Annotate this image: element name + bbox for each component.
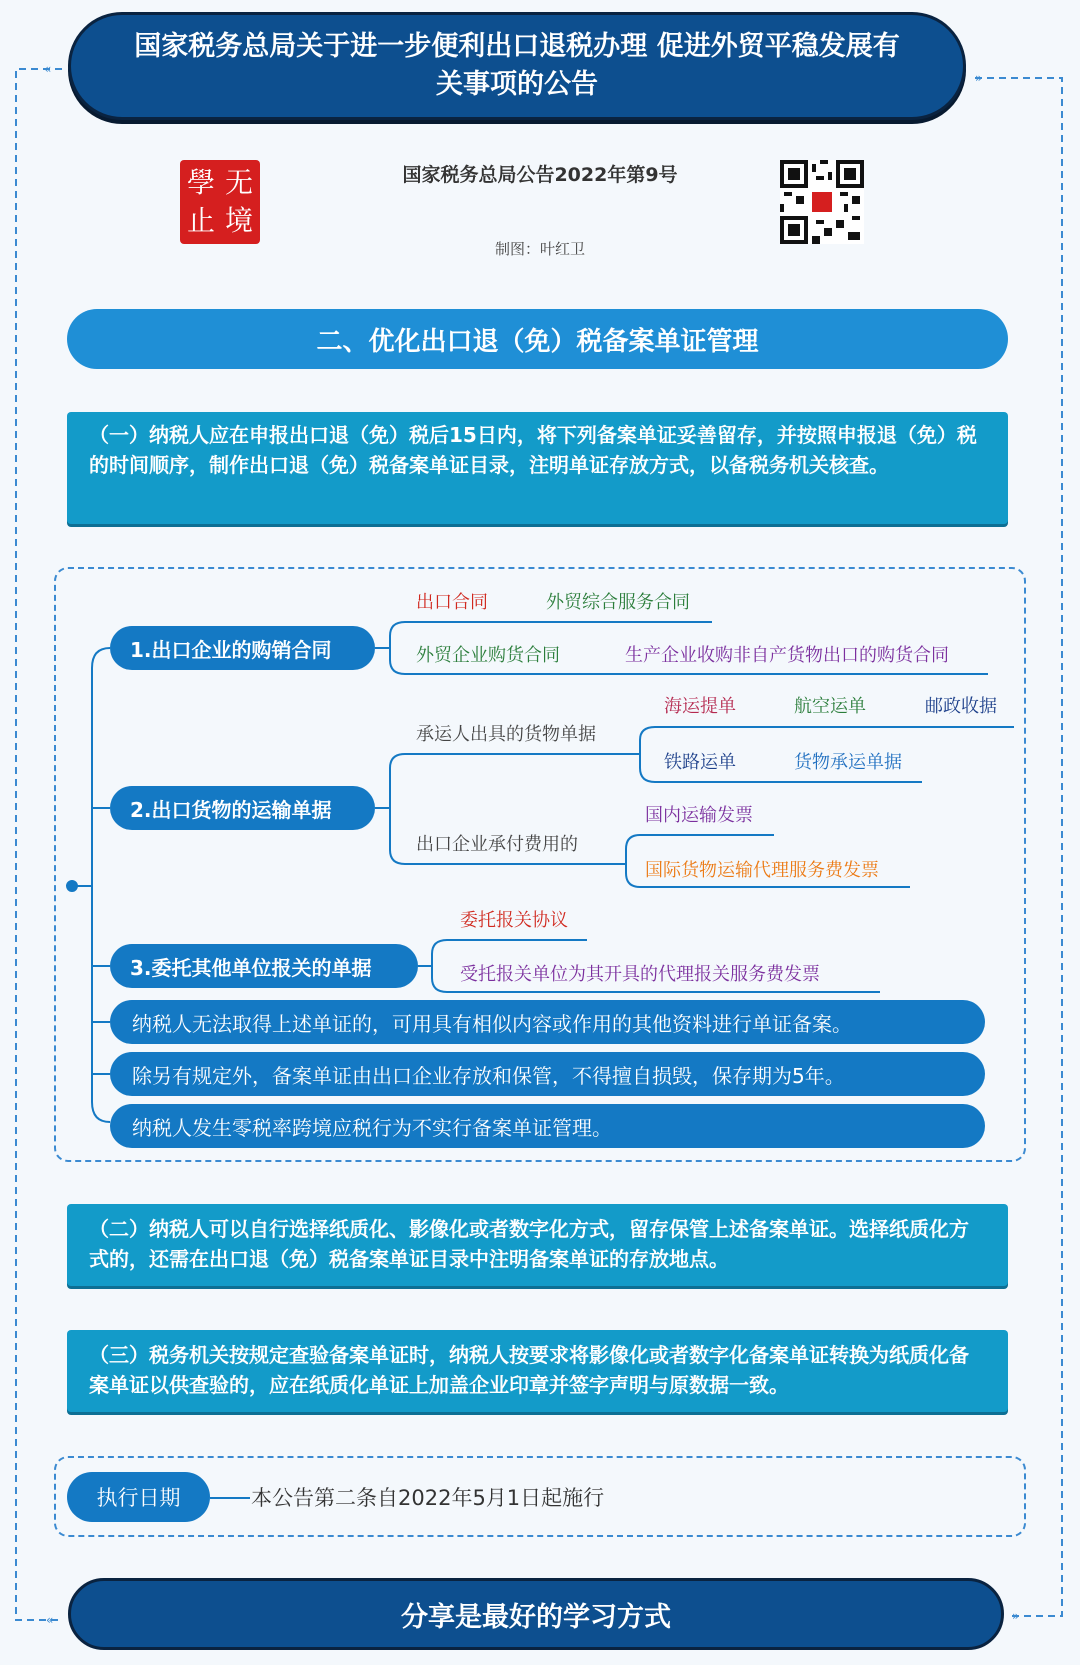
execution-date-label: 执行日期 <box>67 1472 210 1522</box>
leaf-postal-receipt: 邮政收据 <box>925 696 997 717</box>
leaf-bill-of-lading: 海运提单 <box>664 696 736 717</box>
leaf-railway-waybill: 铁路运单 <box>664 752 736 773</box>
leaf-air-waybill: 航空运单 <box>794 696 866 717</box>
svg-text:«: « <box>46 1613 54 1627</box>
leaf-producer-purchase-contract: 生产企业收购非自产货物出口的购货合同 <box>625 645 949 666</box>
note-retention-period: 除另有规定外，备案单证由出口企业存放和保管，不得擅自损毁，保存期为5年。 <box>110 1052 985 1096</box>
seal-char: 境 <box>224 204 253 237</box>
leaf-customs-service-invoice: 受托报关单位为其开具的代理报关服务费发票 <box>460 964 820 985</box>
note-alternative-documents: 纳税人无法取得上述单证的，可用具有相似内容或作用的其他资料进行单证备案。 <box>110 1000 985 1044</box>
svg-text:»: » <box>1012 1609 1020 1623</box>
leaf-purchase-contract: 外贸企业购货合同 <box>416 645 560 666</box>
execution-connector <box>210 1496 250 1500</box>
section-title: 二、优化出口退（免）税备案单证管理 <box>67 309 1008 369</box>
note-zero-rate-exemption: 纳税人发生零税率跨境应税行为不实行备案单证管理。 <box>110 1104 985 1148</box>
page-title: 国家税务总局关于进一步便利出口退税办理 促进外贸平稳发展有关事项的公告 <box>68 12 966 120</box>
leaf-domestic-transport-invoice: 国内运输发票 <box>645 805 753 826</box>
sub-carrier-documents: 承运人出具的货物单据 <box>416 724 596 745</box>
footer-banner: 分享是最好的学习方式 <box>68 1578 1004 1650</box>
leaf-freight-document: 货物承运单据 <box>794 752 902 773</box>
sub-exporter-paid-expenses: 出口企业承付费用的 <box>416 834 578 855</box>
seal-char: 學 <box>186 166 215 199</box>
branch-customs-documents: 3.委托其他单位报关的单据 <box>110 944 418 988</box>
svg-text:«: « <box>44 62 52 76</box>
announcement-number: 国家税务总局公告2022年第9号 <box>402 164 678 186</box>
leaf-export-contract: 出口合同 <box>416 592 488 613</box>
leaf-customs-agency-agreement: 委托报关协议 <box>460 910 568 931</box>
author-credit: 制图：叶红卫 <box>494 240 585 258</box>
branch-transport-documents: 2.出口货物的运输单据 <box>110 786 375 830</box>
paragraph-one: （一）纳税人应在申报出口退（免）税后15日内，将下列备案单证妥善留存，并按照申报退（免）税的时间顺序，制作出口退（免）税备案单证目录，注明单证存放方式，以备税务机关核查。 <box>67 412 1008 524</box>
branch-purchase-contracts: 1.出口企业的购销合同 <box>110 626 375 670</box>
leaf-freight-agency-invoice: 国际货物运输代理服务费发票 <box>645 860 879 881</box>
leaf-foreign-trade-service-contract: 外贸综合服务合同 <box>546 592 690 613</box>
execution-date-text: 本公告第二条自2022年5月1日起施行 <box>251 1486 605 1510</box>
seal-char: 无 <box>224 166 253 199</box>
svg-text:»: » <box>975 71 983 85</box>
seal-char: 止 <box>186 204 215 237</box>
paragraph-two: （二）纳税人可以自行选择纸质化、影像化或者数字化方式，留存保管上述备案单证。选择纸质化方式的，还需在出口退（免）税备案单证目录中注明备案单证的存放地点。 <box>67 1204 1008 1286</box>
paragraph-three: （三）税务机关按规定查验备案单证时，纳税人按要求将影像化或者数字化备案单证转换为纸质化备案单证以供查验的，应在纸质化单证上加盖企业印章并签字声明与原数据一致。 <box>67 1330 1008 1412</box>
